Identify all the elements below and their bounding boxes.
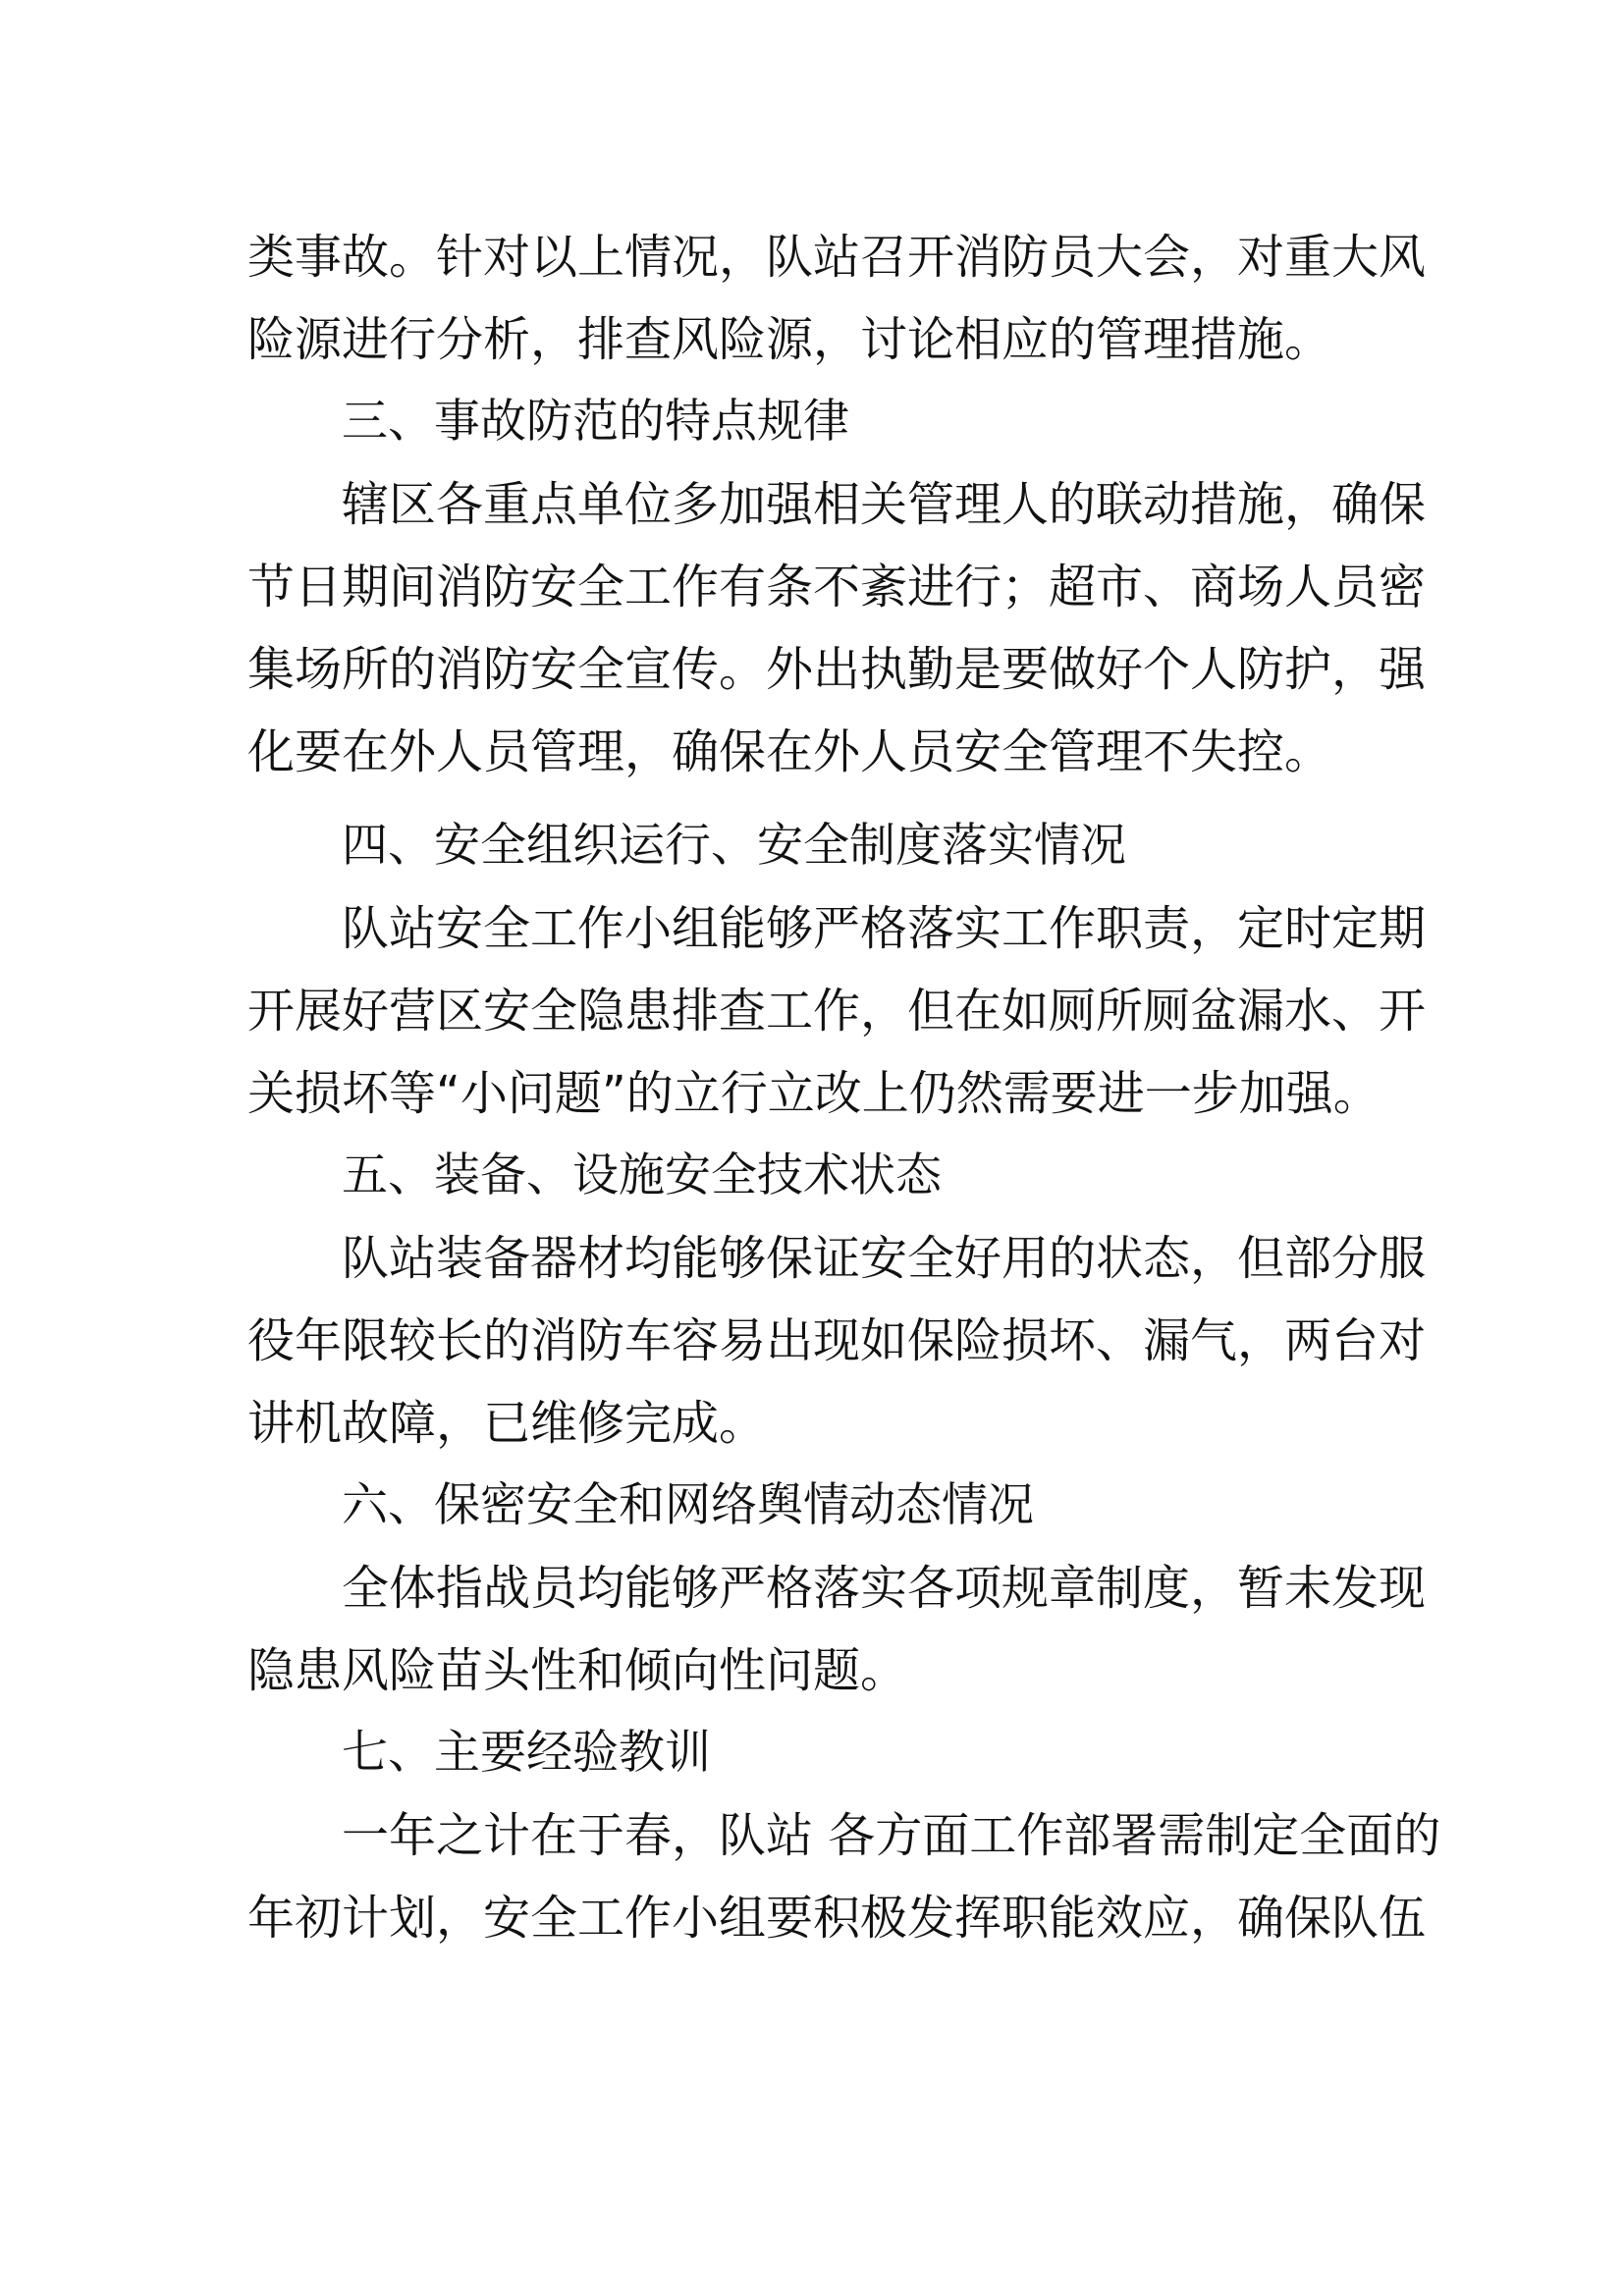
section-heading-7: 七、主要经验教训 [342,1726,711,1780]
text-line: 役年限较长的消防车容易出现如保险损坏、漏气，两台对 [247,1313,1427,1368]
section-heading-3: 三、事故防范的特点规律 [342,395,849,449]
paragraph-4 [247,1217,1427,1465]
text-line: 全体指战员均能够严格落实各项规章制度，暂未发现 [342,1561,1427,1616]
text-line: 集场所的消防安全宣传。外出执勤是要做好个人防护，强 [247,642,1427,697]
paragraph-1 [247,216,1427,381]
section-heading-6: 六、保密安全和网络舆情动态情况 [342,1478,1034,1532]
paragraph-5 [247,1547,1427,1712]
text-line: 关损坏等“小问题”的立行立改上仍然需要进一步加强。 [247,1066,1380,1121]
text-line: 队站安全工作小组能够严格落实工作职责，定时定期 [342,901,1427,956]
text-line: 队站装备器材均能够保证安全好用的状态，但部分服 [342,1231,1427,1286]
text-line: 隐患风险苗头性和倾向性问题。 [247,1643,908,1698]
paragraph-2 [247,463,1427,793]
text-line: 一年之计在于春，队站 各方面工作部署需制定全面的 [342,1808,1441,1863]
text-line: 化要在外人员管理，确保在外人员安全管理不失控。 [247,724,1332,779]
paragraph-6 [247,1794,1441,1959]
text-line: 类事故。针对以上情况，队站召开消防员大会，对重大风 [247,230,1427,285]
paragraph-3 [247,887,1427,1135]
text-line: 节日期间消防安全工作有条不紊进行；超市、商场人员密 [247,560,1427,614]
text-line: 辖区各重点单位多加强相关管理人的联动措施，确保 [342,477,1427,532]
text-line: 年初计划，安全工作小组要积极发挥职能效应，确保队伍 [247,1891,1427,1946]
document-body [247,216,1441,1959]
section-heading-4: 四、安全组织运行、安全制度落实情况 [342,819,1126,873]
text-line: 险源进行分析，排查风险源，讨论相应的管理措施。 [247,312,1332,367]
text-line: 开展好营区安全隐患排查工作，但在如厕所厕盆漏水、开 [247,984,1427,1039]
section-heading-5: 五、装备、设施安全技术状态 [342,1148,942,1202]
text-line: 讲机故障，已维修完成。 [247,1396,767,1451]
